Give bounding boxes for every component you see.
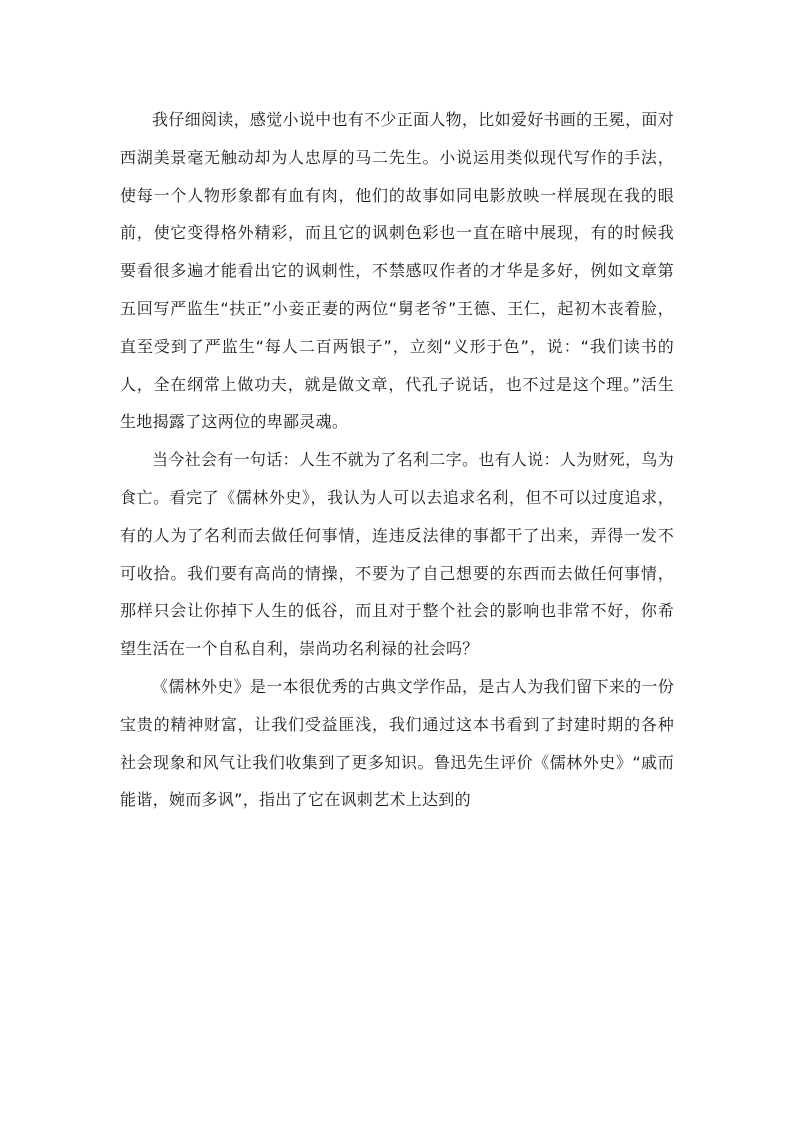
paragraph-characters: 我仔细阅读，感觉小说中也有不少正面人物，比如爱好书画的王冕，面对西湖美景毫无触动却为人忠厚的马二先生。小说运用类似现代写作的手法，使每一个人物形象都有血有肉，他们的故事如同电影放映一样展现在我的眼前，使它变得格外精彩，而且它的讽刺色彩也一直在暗中展现，有的时候我要看很多遍才能看出它的讽刺性，不禁感叹作者的才华是多好，例如文章第五回写严监生“扶正”小妾正妻的两位“舅老爷”王德、王仁，起初木丧着脸，直至受到了严监生“每人二百两银子”，立刻“义形于色”，说：“我们读书的人，全在纲常上做功夫，就是做文章，代孔子说话，也不过是这个理。”活生生地揭露了这两位的卑鄙灵魂。 (120, 110, 674, 432)
paragraph-fame-and-profit: 当今社会有一句话：人生不就为了名利二字。也有人说：人为财死，鸟为食亡。看完了《儒林外史》，我认为人可以去追求名利，但不可以过度追求，有的人为了名利而去做任何事情，连违反法律的事都干了出来，弄得一发不可收拾。我们要有高尚的情操，不要为了自己想要的东西而去做任何事情，那样只会让你掉下人生的低谷，而且对于整个社会的影响也非常不好，你希望生活在一个自私自利，崇尚功名利禄的社会吗？ (120, 450, 674, 659)
paragraph-evaluation: 《儒林外史》是一本很优秀的古典文学作品，是古人为我们留下来的一份宝贵的精神财富，让我们受益匪浅，我们通过这本书看到了封建时期的各种社会现象和风气让我们收集到了更多知识。鲁迅先生评价《儒林外史》“戚而能谐，婉而多讽”，指出了它在讽刺艺术上达到的 (120, 676, 674, 810)
document-body (120, 101, 674, 819)
